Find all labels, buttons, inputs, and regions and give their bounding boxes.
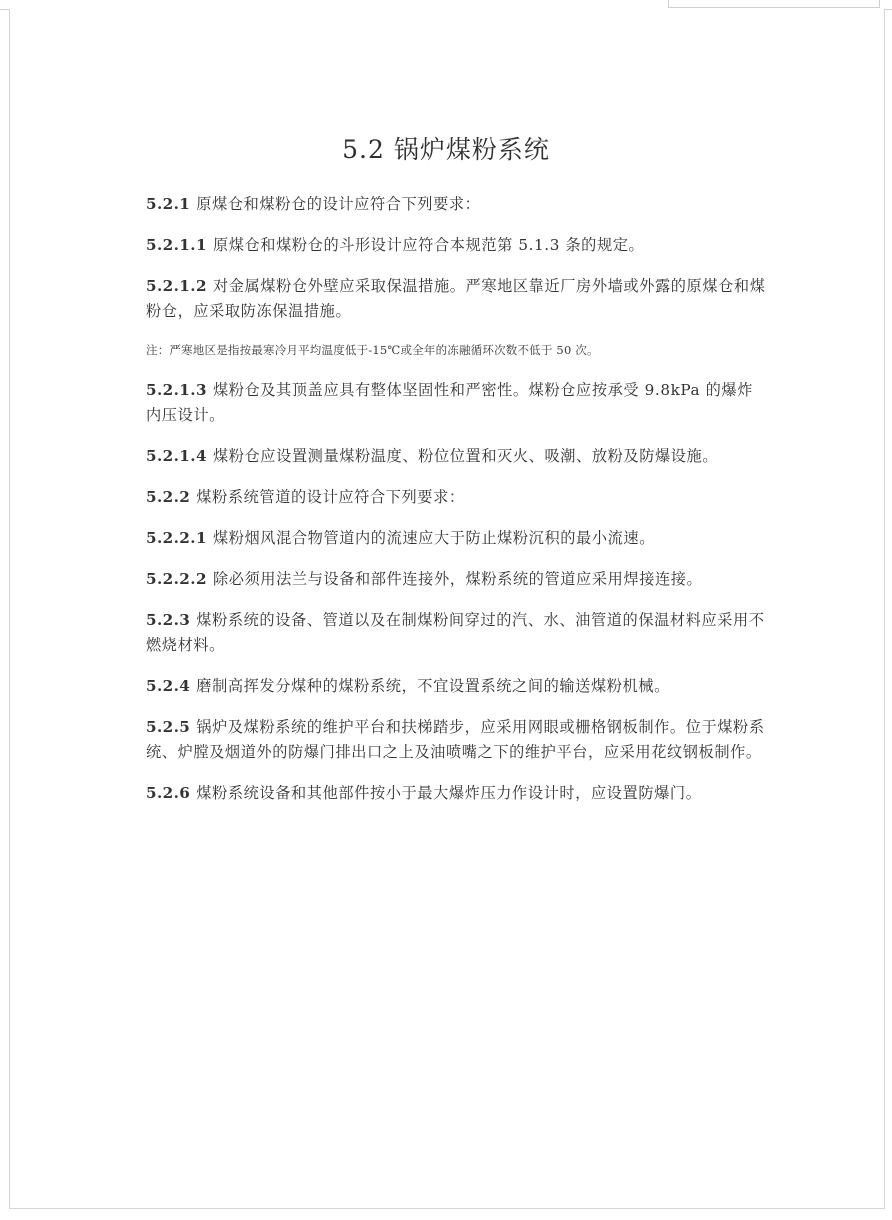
paragraph-5-2-3 xyxy=(146,608,766,658)
paragraph-5-2-1-1 xyxy=(146,233,766,258)
clause-text: 煤粉仓及其顶盖应具有整体坚固性和严密性。煤粉仓应按承受 9.8kPa 的爆炸内压设计。 xyxy=(146,381,753,424)
note-paragraph xyxy=(146,340,766,360)
clause-number: 5.2.2.2 xyxy=(146,570,207,588)
clause-text: 对金属煤粉仓外壁应采取保温措施。严寒地区靠近厂房外墙或外露的原煤仓和煤粉仓，应采取防冻保温措施。 xyxy=(146,277,766,320)
clause-text: 煤粉系统设备和其他部件按小于最大爆炸压力作设计时，应设置防爆门。 xyxy=(196,784,702,802)
paragraph-5-2-1-3 xyxy=(146,378,766,428)
clause-number: 5.2.6 xyxy=(146,784,191,802)
clause-text: 煤粉系统的设备、管道以及在制煤粉间穿过的汽、水、油管道的保温材料应采用不燃烧材料。 xyxy=(146,611,765,654)
page-corner-tab xyxy=(668,0,880,8)
document-body xyxy=(146,192,766,822)
paragraph-5-2-4 xyxy=(146,674,766,699)
clause-text: 磨制高挥发分煤种的煤粉系统，不宜设置系统之间的输送煤粉机械。 xyxy=(196,677,670,695)
paragraph-5-2-5 xyxy=(146,715,766,765)
clause-number: 5.2.4 xyxy=(146,677,191,695)
clause-text: 锅炉及煤粉系统的维护平台和扶梯踏步，应采用网眼或栅格钢板制作。位于煤粉系统、炉膛及烟道外的防爆门排出口之上及油喷嘴之下的维护平台，应采用花纹钢板制作。 xyxy=(146,718,765,761)
clause-text: 煤粉系统管道的设计应符合下列要求： xyxy=(196,488,465,506)
paragraph-5-2-2-1 xyxy=(146,526,766,551)
paragraph-5-2-1-2 xyxy=(146,274,766,324)
section-title: 5.2 锅炉煤粉系统 xyxy=(342,135,550,164)
paragraph-5-2-1-4 xyxy=(146,444,766,469)
clause-text: 煤粉烟风混合物管道内的流速应大于防止煤粉沉积的最小流速。 xyxy=(212,529,655,547)
clause-number: 5.2.1 xyxy=(146,195,191,213)
clause-number: 5.2.1.2 xyxy=(146,277,207,295)
clause-number: 5.2.1.4 xyxy=(146,447,207,465)
clause-number: 5.2.2 xyxy=(146,488,191,506)
paragraph-5-2-6 xyxy=(146,781,766,806)
paragraph-5-2-1 xyxy=(146,192,766,217)
clause-number: 5.2.1.1 xyxy=(146,236,207,254)
clause-number: 5.2.3 xyxy=(146,611,191,629)
note-text: 注：严寒地区是指按最寒冷月平均温度低于-15℃或全年的冻融循环次数不低于 50 次。 xyxy=(146,343,599,357)
clause-text: 原煤仓和煤粉仓的斗形设计应符合本规范第 5.1.3 条的规定。 xyxy=(212,236,645,254)
clause-number: 5.2.5 xyxy=(146,718,191,736)
paragraph-5-2-2-2 xyxy=(146,567,766,592)
clause-number: 5.2.2.1 xyxy=(146,529,207,547)
clause-text: 除必须用法兰与设备和部件连接外，煤粉系统的管道应采用焊接连接。 xyxy=(212,570,703,588)
clause-text: 原煤仓和煤粉仓的设计应符合下列要求： xyxy=(196,195,481,213)
clause-text: 煤粉仓应设置测量煤粉温度、粉位位置和灭火、吸潮、放粉及防爆设施。 xyxy=(212,447,719,465)
paragraph-5-2-2 xyxy=(146,485,766,510)
clause-number: 5.2.1.3 xyxy=(146,381,207,399)
